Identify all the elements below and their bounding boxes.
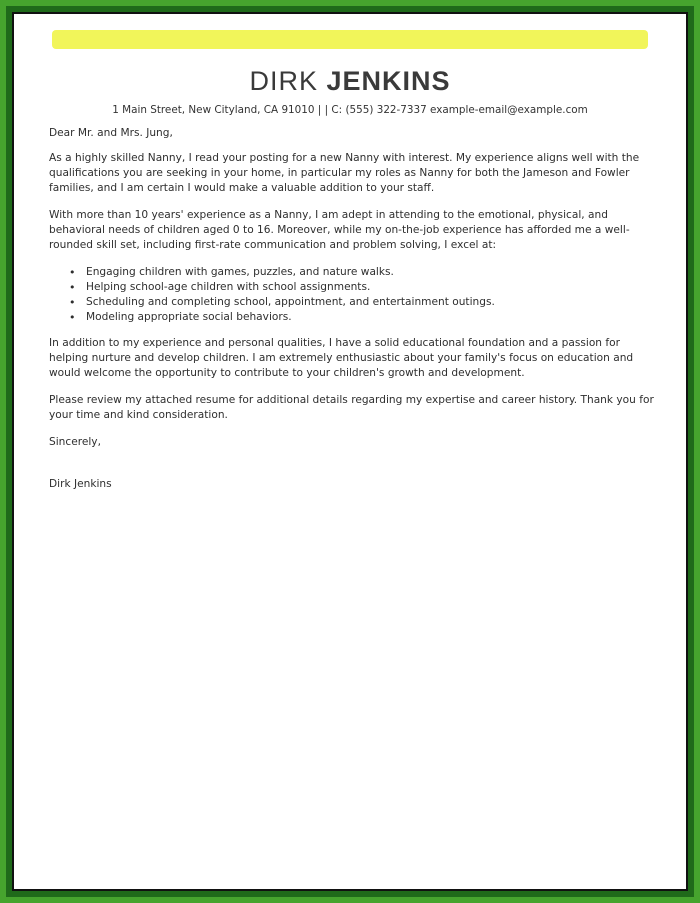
skill-text: Scheduling and completing school, appointment, and entertainment outings. <box>86 296 495 308</box>
closing: Sincerely, <box>49 436 101 448</box>
skills-list <box>49 265 661 325</box>
list-item <box>69 265 661 280</box>
paragraph-experience: With more than 10 years' experience as a Nanny, I am adept in attending to the emotional, physical, and behavioral needs of children aged 0 to 16. Moreover, while my on-the-job experience has afforded me a well-rounded skill set, including first-rate communication and problem solving, I excel at: <box>49 209 630 251</box>
skill-text: Helping school-age children with school assignments. <box>86 281 371 293</box>
letter-heading-name <box>14 66 686 97</box>
salutation: Dear Mr. and Mrs. Jung, <box>49 127 173 139</box>
paragraph-qualities: In addition to my experience and personal qualities, I have a solid educational foundation and a passion for helping nurture and develop children. I am extremely enthusiastic about your family's focus on education and would welcome the opportunity to contribute to your children's growth and development. <box>49 337 634 379</box>
last-name: JENKINS <box>326 66 451 96</box>
skill-text: Modeling appropriate social behaviors. <box>86 311 292 323</box>
list-item <box>69 280 661 295</box>
list-item <box>69 310 661 325</box>
bullet-icon: • <box>69 281 76 294</box>
header-highlight-bar <box>52 30 648 49</box>
bullet-icon: • <box>69 311 76 324</box>
paragraph-intro: As a highly skilled Nanny, I read your posting for a new Nanny with interest. My experience aligns well with the qualifications you are seeking in your home, in particular my roles as Nanny for both the Jameson and Fowler families, and I am certain I would make a valuable addition to your staff. <box>49 152 640 194</box>
bullet-icon: • <box>69 296 76 309</box>
skill-text: Engaging children with games, puzzles, and nature walks. <box>86 266 394 278</box>
first-name: DIRK <box>249 66 318 96</box>
contact-line: 1 Main Street, New Cityland, CA 91010 | | C: (555) 322-7337 example-email@example.com <box>112 104 588 116</box>
signature: Dirk Jenkins <box>49 478 112 490</box>
bullet-icon: • <box>69 266 76 279</box>
letter-body <box>49 126 661 492</box>
letter-page <box>14 14 686 889</box>
paragraph-request: Please review my attached resume for additional details regarding my expertise and career history. Thank you for your time and kind consideration. <box>49 394 654 421</box>
list-item <box>69 295 661 310</box>
